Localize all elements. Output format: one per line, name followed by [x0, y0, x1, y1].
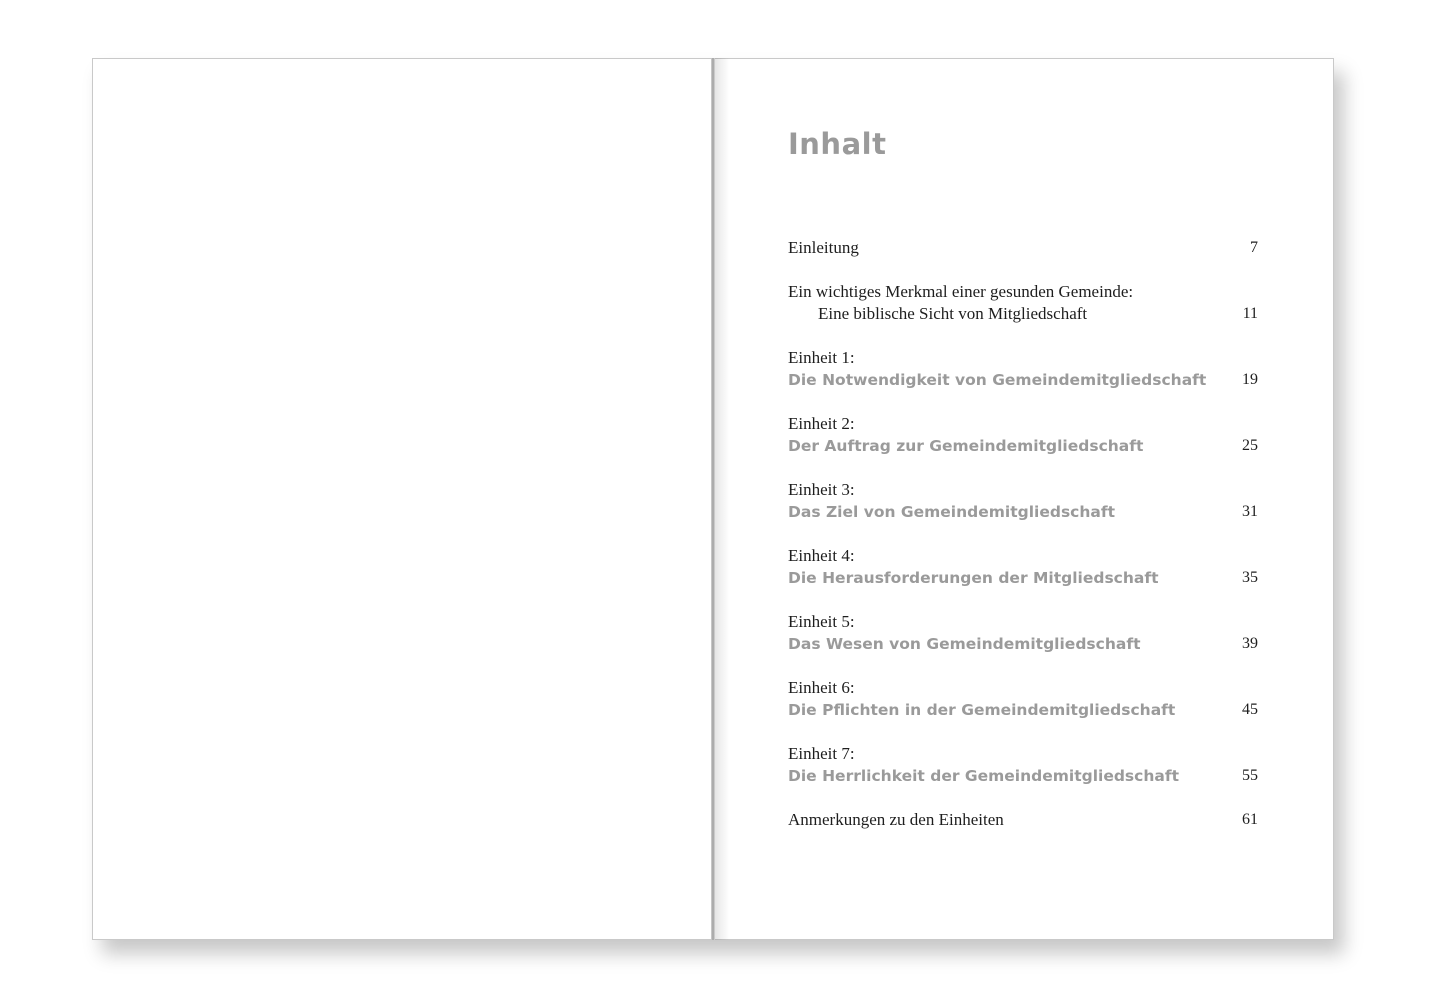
toc-unit-label: Einheit 1: — [788, 348, 855, 367]
toc-unit-label: Einheit 3: — [788, 480, 855, 499]
toc-page-number: 61 — [1242, 811, 1258, 828]
toc-page-number: 31 — [1242, 503, 1258, 520]
table-of-contents — [788, 237, 1258, 853]
toc-entry-unit-1 — [788, 347, 1258, 391]
toc-unit-heading: Die Notwendigkeit von Gemeindemitgliedschaft — [788, 371, 1207, 389]
toc-page-number: 35 — [1242, 569, 1258, 586]
book-spread — [92, 58, 1334, 940]
toc-unit-heading: Der Auftrag zur Gemeindemitgliedschaft — [788, 437, 1144, 455]
toc-page-number: 19 — [1242, 371, 1258, 388]
toc-entry-notes — [788, 809, 1258, 831]
toc-unit-label: Einheit 7: — [788, 744, 855, 763]
toc-entry-unit-4 — [788, 545, 1258, 589]
toc-unit-heading: Das Ziel von Gemeindemitgliedschaft — [788, 503, 1116, 521]
toc-entry-unit-2 — [788, 413, 1258, 457]
right-page-contents — [713, 58, 1334, 940]
toc-entry-label: Ein wichtiges Merkmal einer gesunden Gemeinde: — [788, 282, 1134, 301]
toc-entry-essay — [788, 281, 1258, 325]
toc-entry-introduction — [788, 237, 1258, 259]
toc-unit-label: Einheit 6: — [788, 678, 855, 697]
toc-unit-label: Einheit 4: — [788, 546, 855, 565]
toc-page-number: 55 — [1242, 767, 1258, 784]
toc-unit-label: Einheit 2: — [788, 414, 855, 433]
left-page-blank — [92, 58, 713, 940]
toc-unit-heading: Die Pflichten in der Gemeindemitgliedschaft — [788, 701, 1176, 719]
toc-entry-unit-5 — [788, 611, 1258, 655]
toc-page-number: 11 — [1242, 305, 1258, 322]
toc-page-number: 25 — [1242, 437, 1258, 454]
gutter-shadow — [715, 58, 729, 940]
toc-page-number: 45 — [1242, 701, 1258, 718]
toc-entry-unit-7 — [788, 743, 1258, 787]
toc-unit-heading: Das Wesen von Gemeindemitgliedschaft — [788, 635, 1141, 653]
toc-entry-sublabel: Eine biblische Sicht von Mitgliedschaft — [818, 304, 1088, 323]
contents-title: Inhalt — [788, 127, 887, 161]
toc-page-number: 39 — [1242, 635, 1258, 652]
toc-page-number: 7 — [1250, 239, 1258, 256]
toc-unit-heading: Die Herausforderungen der Mitgliedschaft — [788, 569, 1159, 587]
toc-unit-label: Einheit 5: — [788, 612, 855, 631]
toc-entry-label: Anmerkungen zu den Einheiten — [788, 810, 1004, 829]
toc-unit-heading: Die Herrlichkeit der Gemeindemitgliedschaft — [788, 767, 1179, 785]
toc-entry-unit-3 — [788, 479, 1258, 523]
toc-entry-label: Einleitung — [788, 238, 859, 257]
toc-entry-unit-6 — [788, 677, 1258, 721]
